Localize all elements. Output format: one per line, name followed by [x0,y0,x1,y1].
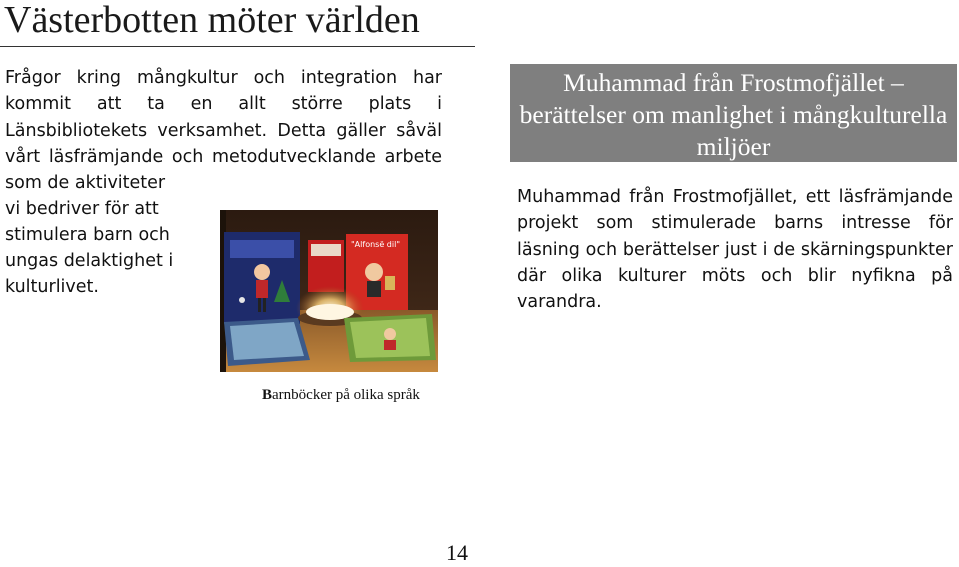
books-photo [220,210,438,372]
title-divider [0,46,475,47]
intro-line-3: ungas delaktighet i [5,251,174,271]
section-heading: Muhammad från Frostmofjället – berättelser om manlighet i mångkulturella miljöer [519,68,948,161]
page-number: 14 [446,540,468,565]
caption-rest: arnböcker på olika språk [272,387,420,403]
page-title: Västerbotten möter världen [4,0,420,41]
caption-lead: B [262,387,273,403]
photo-caption [262,387,420,404]
intro-paragraph: Frågor kring mångkultur och integration har kommit att ta en allt större plats i Länsbibliotekets verksamhet. Detta gäller såväl vårt läsfrämjande och metodutvecklande arbete som de aktiviteter [5,68,442,194]
intro-line-1: vi bedriver för att [5,199,159,219]
intro-line-2: stimulera barn och [5,225,170,245]
section-body: Muhammad från Frostmofjället, ett läsfrämjande projekt som stimulerade barns intresse för läsning och berättelser just i de skärningspunkter där olika kulturer möts och blir nyfikna på varandra. [517,187,953,313]
photo-book-title: "Alfonsë dil" [351,240,400,249]
section-heading-box [510,64,957,162]
intro-line-4: kulturlivet. [5,277,99,297]
